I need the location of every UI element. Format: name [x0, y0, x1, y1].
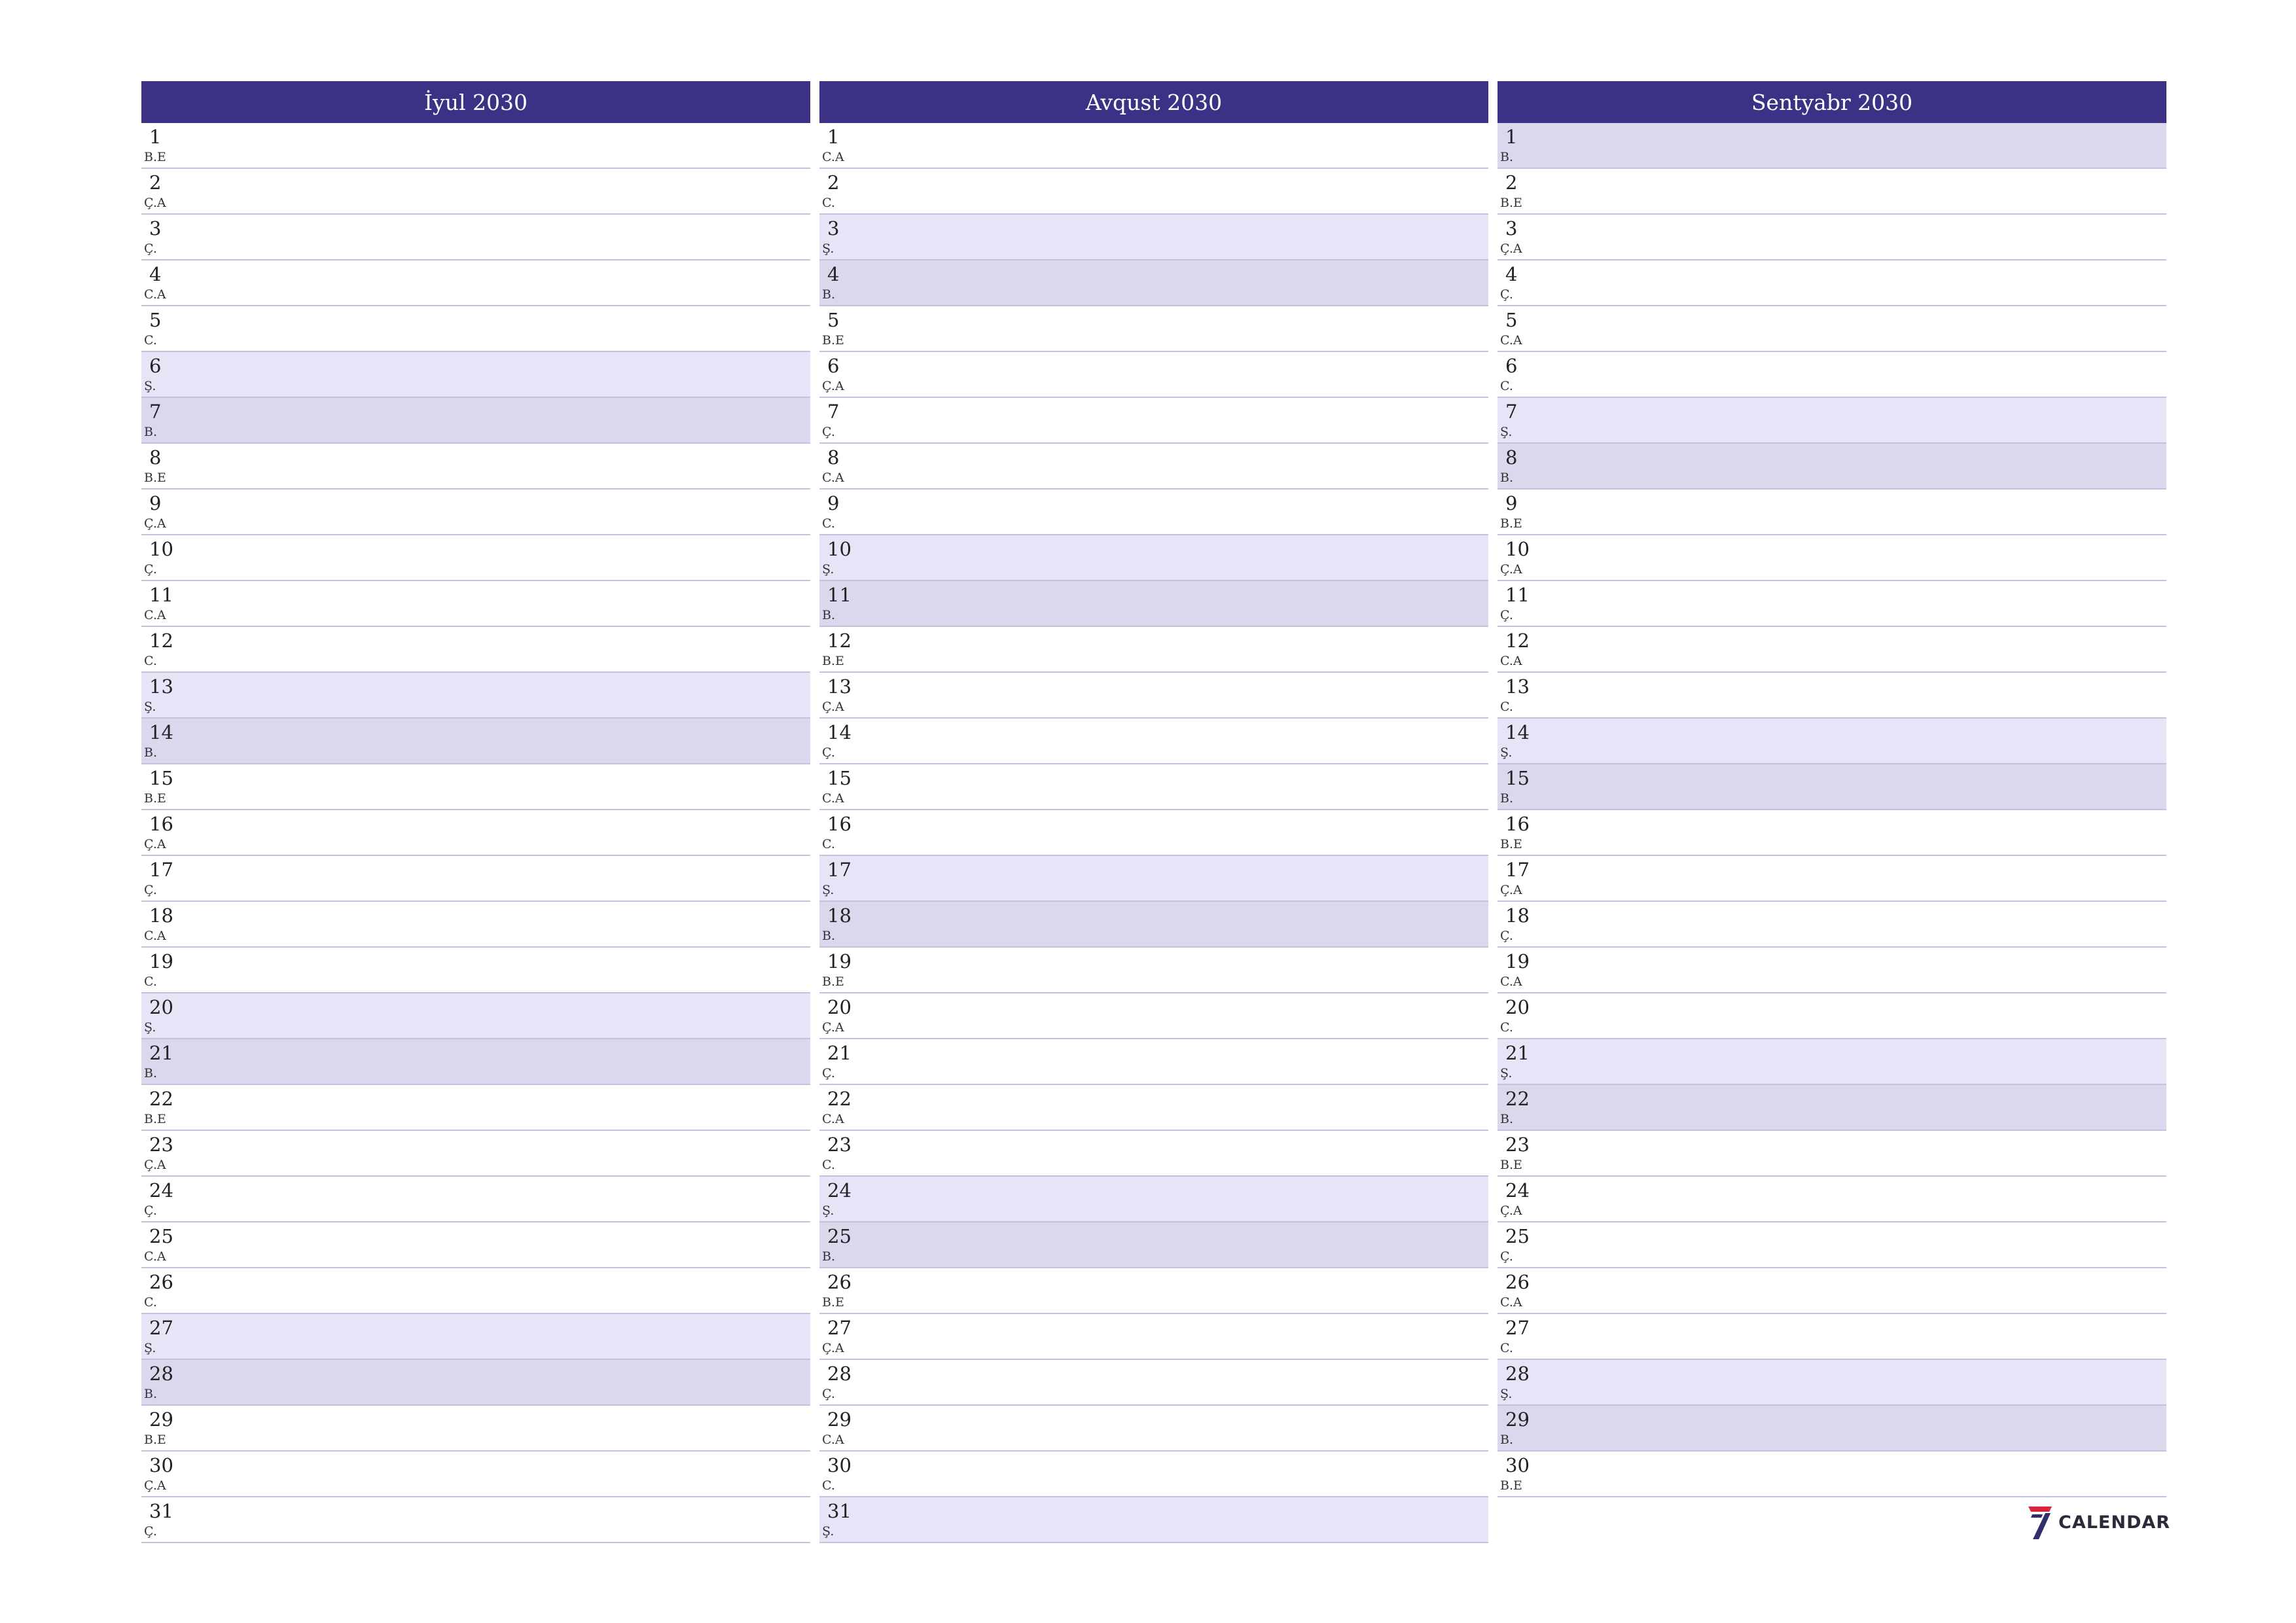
day-number: 9 [827, 492, 840, 514]
day-row [1498, 1452, 2166, 1497]
day-number: 14 [1505, 721, 1530, 743]
weekday-abbr: Ç.A [1500, 562, 1522, 577]
weekday-abbr: B.E [144, 471, 166, 485]
day-number: 10 [149, 538, 173, 560]
day-number: 13 [1505, 675, 1530, 698]
weekday-abbr: Ç.A [1500, 883, 1522, 897]
day-row [1498, 123, 2166, 169]
day-number: 30 [1505, 1454, 1530, 1476]
weekday-abbr: C.A [144, 608, 166, 622]
weekday-abbr: C. [1500, 379, 1513, 393]
day-number: 22 [827, 1088, 852, 1110]
day-number: 11 [827, 584, 852, 606]
weekday-abbr: C.A [144, 287, 166, 302]
day-number: 2 [149, 171, 162, 194]
day-row [819, 948, 1488, 993]
day-row [819, 398, 1488, 444]
day-number: 8 [827, 446, 840, 469]
day-row [141, 948, 810, 993]
day-row [141, 1131, 810, 1177]
day-row [1498, 948, 2166, 993]
day-row [1498, 1131, 2166, 1177]
day-row [1498, 581, 2166, 627]
month-column-july [141, 81, 810, 1543]
day-number: 16 [827, 813, 852, 835]
day-number: 7 [1505, 401, 1518, 423]
day-number: 19 [827, 950, 852, 972]
day-row [1498, 215, 2166, 260]
weekday-abbr: Ç.A [144, 1158, 166, 1172]
weekday-abbr: B.E [1500, 1158, 1522, 1172]
weekday-abbr: Ç.A [822, 1341, 844, 1355]
weekday-abbr: C.A [1500, 974, 1522, 989]
day-row [141, 1452, 810, 1497]
weekday-abbr: Ç.A [1500, 241, 1522, 256]
day-list [141, 123, 810, 1543]
day-number: 9 [149, 492, 162, 514]
day-number: 28 [1505, 1363, 1530, 1385]
weekday-abbr: B. [822, 608, 836, 622]
weekday-abbr: Ç. [144, 1204, 157, 1218]
weekday-abbr: Ç.A [144, 837, 166, 851]
weekday-abbr: Ç. [822, 1066, 835, 1080]
day-number: 1 [1505, 126, 1518, 148]
day-row [1498, 1222, 2166, 1268]
day-row [819, 993, 1488, 1039]
weekday-abbr: C. [822, 1478, 835, 1493]
day-row [1498, 719, 2166, 764]
day-row [141, 306, 810, 352]
day-row [141, 352, 810, 398]
day-row [141, 444, 810, 490]
weekday-abbr: C. [144, 654, 157, 668]
day-number: 30 [149, 1454, 173, 1476]
day-number: 24 [149, 1179, 173, 1202]
day-row [819, 490, 1488, 535]
day-row [819, 169, 1488, 215]
day-row [141, 581, 810, 627]
day-number: 26 [149, 1271, 173, 1293]
day-row [141, 1268, 810, 1314]
day-row [141, 673, 810, 719]
day-row [819, 856, 1488, 902]
weekday-abbr: C. [1500, 1020, 1513, 1035]
month-column-september [1498, 81, 2166, 1497]
day-row [141, 1177, 810, 1222]
day-number: 14 [827, 721, 852, 743]
day-number: 27 [827, 1317, 852, 1339]
weekday-abbr: B.E [822, 654, 844, 668]
day-number: 12 [1505, 630, 1530, 652]
day-number: 5 [1505, 309, 1518, 331]
weekday-abbr: B. [144, 745, 158, 760]
day-number: 19 [149, 950, 173, 972]
day-row [141, 123, 810, 169]
day-number: 31 [827, 1500, 852, 1522]
day-number: 18 [1505, 904, 1530, 927]
day-number: 25 [827, 1225, 852, 1247]
weekday-abbr: Ş. [822, 241, 834, 256]
day-number: 18 [149, 904, 173, 927]
day-row [819, 1314, 1488, 1360]
day-number: 29 [827, 1408, 852, 1431]
day-number: 8 [149, 446, 162, 469]
day-row [1498, 627, 2166, 673]
day-row [1498, 1406, 2166, 1452]
day-row [819, 1177, 1488, 1222]
weekday-abbr: Ç. [144, 883, 157, 897]
day-row [141, 535, 810, 581]
day-row [1498, 260, 2166, 306]
day-row [1498, 1177, 2166, 1222]
weekday-abbr: C.A [1500, 654, 1522, 668]
weekday-abbr: Ş. [144, 1341, 156, 1355]
day-row [1498, 1039, 2166, 1085]
weekday-abbr: Ş. [1500, 425, 1513, 439]
weekday-abbr: Ç.A [144, 196, 166, 210]
weekday-abbr: B. [144, 425, 158, 439]
day-number: 24 [827, 1179, 852, 1202]
day-row [141, 1222, 810, 1268]
day-number: 16 [1505, 813, 1530, 835]
weekday-abbr: Ç. [1500, 929, 1513, 943]
day-number: 4 [149, 263, 162, 285]
day-number: 4 [827, 263, 840, 285]
day-row [819, 1131, 1488, 1177]
weekday-abbr: B. [822, 287, 836, 302]
weekday-abbr: Ç.A [144, 1478, 166, 1493]
day-row [141, 627, 810, 673]
day-number: 13 [149, 675, 173, 698]
day-number: 24 [1505, 1179, 1530, 1202]
day-number: 13 [827, 675, 852, 698]
weekday-abbr: C. [822, 196, 835, 210]
day-row [1498, 902, 2166, 948]
day-list [1498, 123, 2166, 1497]
day-row [1498, 1268, 2166, 1314]
day-number: 20 [1505, 996, 1530, 1018]
weekday-abbr: Ş. [1500, 1387, 1513, 1401]
day-number: 25 [1505, 1225, 1530, 1247]
weekday-abbr: B. [822, 929, 836, 943]
day-row [819, 352, 1488, 398]
day-row [819, 810, 1488, 856]
day-number: 18 [827, 904, 852, 927]
weekday-abbr: Ç.A [144, 516, 166, 531]
day-number: 3 [827, 217, 840, 240]
day-row [141, 215, 810, 260]
weekday-abbr: C. [144, 333, 157, 348]
weekday-abbr: C.A [144, 1249, 166, 1264]
weekday-abbr: Ç.A [822, 700, 844, 714]
day-number: 17 [1505, 859, 1530, 881]
day-number: 23 [827, 1133, 852, 1156]
day-row [819, 1268, 1488, 1314]
day-number: 12 [149, 630, 173, 652]
day-row [819, 215, 1488, 260]
day-row [141, 1085, 810, 1131]
day-number: 17 [149, 859, 173, 881]
day-row [1498, 398, 2166, 444]
day-row [1498, 306, 2166, 352]
weekday-abbr: Ç. [822, 1387, 835, 1401]
weekday-abbr: Ş. [1500, 745, 1513, 760]
day-number: 27 [1505, 1317, 1530, 1339]
brand-logo [2026, 1504, 2170, 1541]
day-row [1498, 490, 2166, 535]
weekday-abbr: B.E [144, 150, 166, 164]
day-number: 8 [1505, 446, 1518, 469]
day-number: 10 [1505, 538, 1530, 560]
day-row [141, 764, 810, 810]
weekday-abbr: Ç. [1500, 287, 1513, 302]
day-row [141, 169, 810, 215]
day-row [1498, 673, 2166, 719]
weekday-abbr: Ç.A [822, 1020, 844, 1035]
day-number: 1 [149, 126, 162, 148]
day-row [141, 490, 810, 535]
month-column-august [819, 81, 1488, 1543]
weekday-abbr: B.E [144, 1112, 166, 1126]
day-number: 26 [1505, 1271, 1530, 1293]
day-number: 20 [827, 996, 852, 1018]
month-header: Avqust 2030 [819, 81, 1488, 123]
day-number: 31 [149, 1500, 173, 1522]
day-number: 25 [149, 1225, 173, 1247]
day-row [819, 306, 1488, 352]
month-header: İyul 2030 [141, 81, 810, 123]
day-row [1498, 1314, 2166, 1360]
day-row [141, 260, 810, 306]
weekday-abbr: C. [1500, 700, 1513, 714]
weekday-abbr: B.E [144, 791, 166, 806]
day-row [1498, 535, 2166, 581]
weekday-abbr: C.A [1500, 333, 1522, 348]
day-row [1498, 1360, 2166, 1406]
day-row [819, 1497, 1488, 1543]
day-number: 30 [827, 1454, 852, 1476]
weekday-abbr: Ş. [822, 1204, 834, 1218]
weekday-abbr: B. [144, 1066, 158, 1080]
day-row [141, 993, 810, 1039]
weekday-abbr: B. [1500, 471, 1514, 485]
day-number: 29 [149, 1408, 173, 1431]
weekday-abbr: Ç. [1500, 1249, 1513, 1264]
weekday-abbr: B.E [1500, 837, 1522, 851]
day-number: 7 [827, 401, 840, 423]
weekday-abbr: B.E [1500, 516, 1522, 531]
weekday-abbr: Ş. [1500, 1066, 1513, 1080]
day-row [1498, 856, 2166, 902]
day-row [141, 1360, 810, 1406]
weekday-abbr: B. [1500, 1433, 1514, 1447]
day-number: 23 [149, 1133, 173, 1156]
weekday-abbr: Ç. [144, 241, 157, 256]
day-row [819, 444, 1488, 490]
weekday-abbr: Ş. [822, 1524, 834, 1539]
day-row [141, 1039, 810, 1085]
day-number: 21 [1505, 1042, 1530, 1064]
day-row [1498, 352, 2166, 398]
day-number: 15 [827, 767, 852, 789]
day-number: 1 [827, 126, 840, 148]
day-row [819, 1452, 1488, 1497]
day-number: 17 [827, 859, 852, 881]
day-number: 15 [149, 767, 173, 789]
day-row [141, 398, 810, 444]
weekday-abbr: B.E [1500, 196, 1522, 210]
day-number: 22 [149, 1088, 173, 1110]
day-row [819, 627, 1488, 673]
day-number: 21 [149, 1042, 173, 1064]
weekday-abbr: B.E [1500, 1478, 1522, 1493]
day-number: 28 [827, 1363, 852, 1385]
day-number: 6 [149, 355, 162, 377]
day-row [141, 856, 810, 902]
day-number: 28 [149, 1363, 173, 1385]
weekday-abbr: C. [1500, 1341, 1513, 1355]
day-number: 14 [149, 721, 173, 743]
calendar-seven-logo-icon [2026, 1504, 2053, 1541]
day-row [819, 1406, 1488, 1452]
month-header: Sentyabr 2030 [1498, 81, 2166, 123]
day-number: 3 [1505, 217, 1518, 240]
day-number: 29 [1505, 1408, 1530, 1431]
day-row [819, 1039, 1488, 1085]
weekday-abbr: B. [1500, 791, 1514, 806]
weekday-abbr: C.A [822, 150, 844, 164]
day-number: 27 [149, 1317, 173, 1339]
day-row [141, 719, 810, 764]
weekday-abbr: C. [822, 516, 835, 531]
day-row [141, 1314, 810, 1360]
day-row [141, 1497, 810, 1543]
weekday-abbr: B. [144, 1387, 158, 1401]
day-row [819, 1085, 1488, 1131]
weekday-abbr: B. [1500, 1112, 1514, 1126]
day-number: 9 [1505, 492, 1518, 514]
logo-text: CALENDAR [2058, 1512, 2171, 1533]
weekday-abbr: Ç. [1500, 608, 1513, 622]
day-list [819, 123, 1488, 1543]
weekday-abbr: Ş. [822, 562, 834, 577]
day-number: 12 [827, 630, 852, 652]
day-number: 11 [1505, 584, 1530, 606]
day-number: 4 [1505, 263, 1518, 285]
weekday-abbr: Ç. [144, 1524, 157, 1539]
day-row [819, 1222, 1488, 1268]
weekday-abbr: C. [144, 1295, 157, 1310]
day-number: 21 [827, 1042, 852, 1064]
day-number: 5 [827, 309, 840, 331]
day-number: 22 [1505, 1088, 1530, 1110]
weekday-abbr: C. [822, 837, 835, 851]
day-row [819, 764, 1488, 810]
day-number: 15 [1505, 767, 1530, 789]
day-row [141, 902, 810, 948]
weekday-abbr: Ç. [822, 745, 835, 760]
weekday-abbr: C. [144, 974, 157, 989]
day-row [1498, 993, 2166, 1039]
day-row [819, 535, 1488, 581]
weekday-abbr: B.E [822, 974, 844, 989]
day-row [1498, 764, 2166, 810]
day-row [819, 673, 1488, 719]
weekday-abbr: B.E [822, 1295, 844, 1310]
day-row [819, 581, 1488, 627]
weekday-abbr: Ç.A [822, 379, 844, 393]
day-number: 2 [1505, 171, 1518, 194]
day-row [819, 719, 1488, 764]
day-row [819, 1360, 1488, 1406]
day-row [141, 810, 810, 856]
weekday-abbr: C.A [822, 791, 844, 806]
weekday-abbr: Ş. [144, 1020, 156, 1035]
weekday-abbr: B.E [144, 1433, 166, 1447]
day-row [1498, 810, 2166, 856]
weekday-abbr: C.A [1500, 1295, 1522, 1310]
day-row [819, 902, 1488, 948]
day-number: 20 [149, 996, 173, 1018]
weekday-abbr: C.A [822, 471, 844, 485]
day-number: 7 [149, 401, 162, 423]
weekday-abbr: B. [822, 1249, 836, 1264]
day-row [141, 1406, 810, 1452]
weekday-abbr: B. [1500, 150, 1514, 164]
day-number: 26 [827, 1271, 852, 1293]
day-number: 6 [1505, 355, 1518, 377]
day-row [1498, 1085, 2166, 1131]
day-number: 2 [827, 171, 840, 194]
weekday-abbr: C.A [822, 1433, 844, 1447]
day-number: 10 [827, 538, 852, 560]
weekday-abbr: C. [822, 1158, 835, 1172]
weekday-abbr: C.A [144, 929, 166, 943]
day-number: 19 [1505, 950, 1530, 972]
day-number: 23 [1505, 1133, 1530, 1156]
weekday-abbr: Ş. [144, 700, 156, 714]
weekday-abbr: Ç.A [1500, 1204, 1522, 1218]
weekday-abbr: Ç. [144, 562, 157, 577]
day-number: 11 [149, 584, 173, 606]
day-number: 16 [149, 813, 173, 835]
weekday-abbr: B.E [822, 333, 844, 348]
day-number: 3 [149, 217, 162, 240]
weekday-abbr: C.A [822, 1112, 844, 1126]
day-row [1498, 444, 2166, 490]
day-row [819, 123, 1488, 169]
weekday-abbr: Ç. [822, 425, 835, 439]
day-row [1498, 169, 2166, 215]
day-number: 5 [149, 309, 162, 331]
day-row [819, 260, 1488, 306]
day-number: 6 [827, 355, 840, 377]
weekday-abbr: Ş. [822, 883, 834, 897]
weekday-abbr: Ş. [144, 379, 156, 393]
